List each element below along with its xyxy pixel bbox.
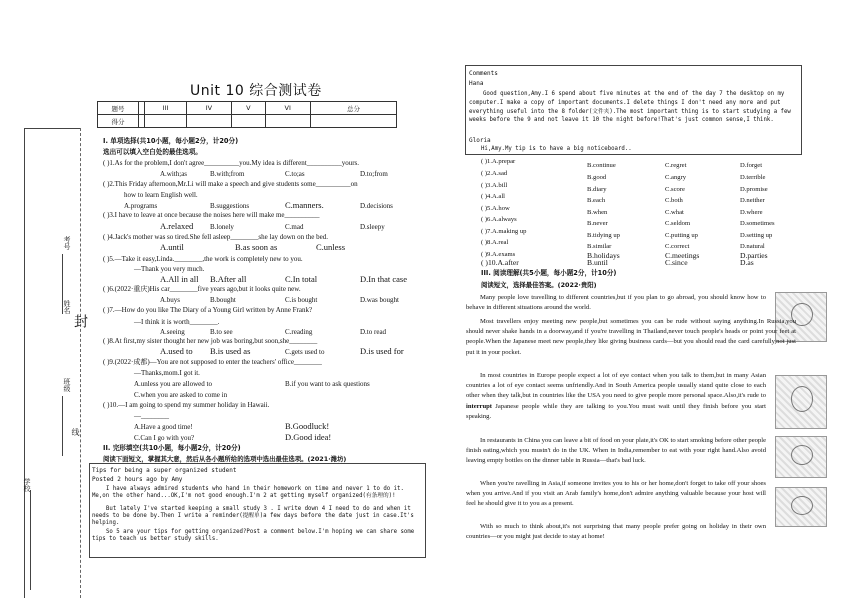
question-4-stem: ( )4.Jack's mother was so tired.She fell asleep________she lay down on the bed. [103, 233, 329, 241]
q6-option-c: C.is bought [285, 296, 318, 304]
score-cell: III [145, 102, 187, 115]
section2-sub: 阅读下面短文，掌握其大意，然后从各小题所给的选项中选出最佳选项。(2021·潍坊) [103, 455, 347, 463]
cloze-option-2-d: D.terrible [740, 174, 766, 181]
comment-gloria-text: Hi,Amy.My tip is to have a big noticeboard.. [481, 146, 632, 152]
cloze-option-4-a: ( )4.A.all [481, 193, 505, 200]
comment-hana-text: Good question,Amy.I 6 spend about five minutes at the end of the day 7 the desktop on my computer.I make a copy of important documents.I delete things I don't need any more and put everything useful into the 8 folder(文件夹).The most important thing is to start studying a few weeks before the 9 and not leave it 10 the night before!That's just common sense,I think. [469, 91, 791, 124]
q9-option-a: A.unless you are allowed to [134, 380, 212, 388]
q6-option-b: B.bought [210, 296, 236, 304]
page-title: Unit 10 综合测试卷 [190, 83, 322, 99]
q3-option-b: B.lonely [210, 223, 234, 231]
question-2-stem: ( )2.This Friday afternoon,Mr.Li will make a speech and give students some__________on [103, 180, 358, 188]
cloze-post-paragraph-2: But lately I've started keeping a small study 3 . I write down 4 I need to do and when it needs to be done by.Then I write a reminder(提醒单)a few days before the date just in case.It's helping. [92, 506, 414, 527]
question-5-stem: ( )5.—Take it easy,Linda.________,the work is completely new to you. [103, 255, 303, 263]
reading-paragraph-1: Many people love travelling to different countries,but if you plan to go abroad, you should know how to behave in different situations around the world. [466, 294, 766, 312]
q4-option-c: C.unless [316, 242, 346, 252]
cloze-option-7-d: D.setting up [740, 232, 773, 239]
q1-option-d: D.to;from [360, 170, 388, 178]
cloze-option-7-c: C.putting up [665, 232, 698, 239]
q2-option-c: C.manners. [285, 200, 324, 210]
q6-option-d: D.was bought [360, 296, 399, 304]
score-table-row-header [98, 102, 397, 115]
score-cell [186, 115, 231, 128]
cloze-option-2-c: C.angry [665, 174, 687, 181]
strip-label-class: 班级 [63, 378, 71, 392]
question-9-stem: ( )9.(2022·成都)—You are not supposed to enter the teachers' office________ [103, 358, 322, 366]
q1-option-a: A.with;as [160, 170, 188, 178]
comment-author-hana: Hana [469, 80, 484, 87]
question-10-stem: ( )10.—I am going to spend my summer holiday in Hawaii. [103, 401, 270, 409]
question-5-cont: —Thank you very much. [134, 265, 205, 273]
comments-title: Comments [469, 70, 498, 77]
reading-paragraph-2: Most travellers enjoy meeting new people,but sometimes you can be rude without saying anything.In Russia,you should never shake hands in a doorway,and if you're travelling in Thailand,never touch people's heads or point your feet at people.When the Japanese meet new people,they like giving business cards—but you should read the card carefully,not just put it in your pocket. [466, 318, 796, 356]
cloze-option-2-a: ( )2.A.sad [481, 170, 508, 177]
reading-keyword-interrupt: interrupt [466, 402, 493, 410]
q10-option-c: C.Can I go with you? [134, 434, 195, 442]
cloze-option-8-b: B.similar [587, 243, 612, 250]
q2-option-a: A.programs [124, 202, 158, 210]
cloze-option-2-b: B.good [587, 174, 607, 181]
cloze-option-10-c: C.since [665, 258, 688, 267]
strip-top-bracket [24, 128, 80, 130]
cloze-option-6-c: C.seldom [665, 220, 691, 227]
strip-inner-line [80, 128, 82, 598]
question-6-stem: ( )6.(2022·重庆)His car________five years ago,but it looks quite new. [103, 285, 301, 293]
cloze-option-10-d: D.as [740, 258, 754, 267]
cloze-post-paragraph-1: I have always admired students who hand in their homework on time and never 1 to do it. Me,on the other hand...OK,I'm not good enough.I'm 2 at getting myself organized(有条理的)! [92, 486, 404, 500]
cloze-option-9-a: ( )9.A.exams [481, 251, 516, 258]
cloze-option-8-d: D.natural [740, 243, 765, 250]
q8-option-a: A.used to [160, 346, 193, 356]
q4-option-b: B.as soon as [235, 242, 278, 252]
cloze-option-3-b: B.diary [587, 186, 607, 193]
cloze-option-6-a: ( )6.A.always [481, 216, 517, 223]
cloze-option-6-d: D.sometimes [740, 220, 775, 227]
score-cell [310, 115, 396, 128]
score-cell: V [232, 102, 266, 115]
cloze-option-1-b: B.continue [587, 162, 616, 169]
q10-option-a: A.Have a good time! [134, 423, 193, 431]
q2-option-b: B.suggestions [210, 202, 250, 210]
reading-paragraph-3-part-1: In most countries in Europe people expect a lot of eye contact when you talk to them,but in many Asian countries a lot of eye contact seems unfriendly.And in South America people usually stand quite close to each other when they talk,but in countries like the USA you need to give people more personal space.Also,it's rude to [466, 372, 766, 400]
cloze-option-10-b: B.until [587, 258, 608, 267]
score-cell [265, 115, 310, 128]
q1-option-c: C.to;as [285, 170, 305, 178]
cloze-option-3-c: C.score [665, 186, 685, 193]
q3-option-a: A.relaxed [160, 221, 194, 231]
q10-option-b: B.Goodluck! [285, 421, 330, 431]
cloze-option-3-a: ( )3.A.bill [481, 182, 508, 189]
reading-paragraph-6: With so much to think about,it's not surprising that many people prefer going on holiday in their own countries—or you might just decide to stay at home! [466, 523, 766, 541]
question-8-stem: ( )8.At first,my sister thought her new job was boring,but soon,she________ [103, 337, 318, 345]
question-7-cont: —I think it is worth________. [134, 318, 220, 326]
cloze-option-9-b: B.holidays [587, 251, 620, 260]
q8-option-d: D.is used for [360, 346, 404, 356]
strip-outer-line [24, 128, 26, 598]
cloze-option-7-b: B.tidying up [587, 232, 620, 239]
cloze-option-9-c: C.meetings [665, 251, 700, 260]
section1-heading: I. 单项选择(共10小题，每小题2分，计20分) [103, 137, 239, 145]
binding-strip [18, 128, 88, 598]
strip-label-examno: 考号 [63, 236, 71, 250]
score-cell: 总分 [310, 102, 396, 115]
school-line [30, 490, 32, 590]
cloze-option-4-b: B.each [587, 197, 606, 204]
q9-option-c: C.when you are asked to come in [134, 391, 228, 399]
q3-option-d: D.sleepy [360, 223, 385, 231]
illustration-conversation-image [775, 375, 827, 429]
score-cell: 得分 [98, 115, 139, 128]
score-cell [232, 115, 266, 128]
cloze-option-7-a: ( )7.A.making up [481, 228, 527, 235]
score-cell [145, 115, 187, 128]
question-3-stem: ( )3.I have to leave at once because the noises here will make me__________ [103, 211, 320, 219]
cloze-option-10-a: ( )10.A.after [481, 258, 519, 267]
cloze-post-meta: Posted 2 hours ago by Amy [92, 476, 183, 483]
cloze-option-1-a: ( )1.A.prepar [481, 158, 516, 165]
cloze-option-4-d: D.neither [740, 197, 765, 204]
cloze-option-1-c: C.regret [665, 162, 687, 169]
cloze-option-5-c: C.what [665, 209, 684, 216]
score-cell: VI [265, 102, 310, 115]
reading-paragraph-4: In restaurants in China you can leave a bit of food on your plate,it's OK to start smoking before other people finish eating,which you mustn't do in the UK. When in India,remember to eat with your right hand.Also avoid leaving empty bottles on the dinner table in Russia—that's bad luck. [466, 437, 766, 465]
cloze-option-3-d: D.promise [740, 186, 768, 193]
q7-option-b: B.to see [210, 328, 233, 336]
cloze-option-1-d: D.forget [740, 162, 763, 169]
q5-option-b: B.After all [210, 274, 247, 284]
score-cell: 题号 [98, 102, 139, 115]
cloze-option-9-d: D.parties [740, 251, 768, 260]
strip-label-seal: 封 [72, 314, 88, 328]
cloze-option-4-c: C.both [665, 197, 683, 204]
q4-option-a: A.until [160, 242, 184, 252]
q9-option-b: B.if you want to ask questions [285, 380, 370, 388]
cloze-post-title: Tips for being a super organized student [92, 467, 237, 474]
question-9-cont: —Thanks,mom.I got it. [134, 369, 200, 377]
question-7-stem: ( )7.—How do you like The Diary of a Young Girl written by Anne Frank? [103, 306, 313, 314]
score-table-row-score [98, 115, 397, 128]
cloze-option-5-d: D.where [740, 209, 763, 216]
comment-author-gloria: Gloria [469, 137, 491, 144]
q3-option-c: C.mad [285, 223, 304, 231]
q6-option-a: A.buys [160, 296, 181, 304]
cloze-option-5-a: ( )5.A.how [481, 205, 510, 212]
section3-heading: III. 阅读理解(共5小题，每小题2分，计10分) [481, 269, 617, 277]
section2-heading: II. 完形填空(共10小题，每小题2分，计20分) [103, 444, 241, 452]
reading-paragraph-3-part-2: Japanese people while they are talking to you.You must wait until they finish before you start speaking. [466, 402, 766, 420]
class-line [62, 396, 64, 456]
q5-option-a: A.All in all [160, 274, 199, 284]
q7-option-d: D.to read [360, 328, 387, 336]
score-cell: IV [186, 102, 231, 115]
cloze-option-8-c: C.correct [665, 243, 690, 250]
strip-label-school: 学校 [23, 478, 31, 492]
score-table [97, 101, 397, 128]
q5-option-c: C.In total [285, 274, 318, 284]
cloze-option-6-b: B.never [587, 220, 608, 227]
q10-option-d: D.Good idea! [285, 432, 332, 442]
section3-sub: 阅读短文，选择最佳答案。(2022·贵阳) [481, 281, 597, 289]
reading-paragraph-3 [466, 371, 766, 422]
q5-option-d: D.In that case [360, 274, 407, 284]
q8-option-c: C.gets used to [285, 348, 325, 356]
cloze-option-8-a: ( )8.A.real [481, 239, 509, 246]
q8-option-b: B.is used as [210, 346, 251, 356]
cloze-post-paragraph-3: So 5 are your tips for getting organized?Post a comment below.I'm hoping we can share some tips to teach us better study skills. [92, 529, 415, 543]
question-1-stem: ( )1.As for the problem,I don't agree__________you.My idea is different__________yours. [103, 159, 359, 167]
question-2-cont: how to learn English well. [124, 191, 198, 199]
reading-paragraph-5: When you're ravelling in Asia,if someone invites you to his or her home,don't forget to take off your shoes when you arrive.And if you visit an Arab family's home,don't admire anything valuable because your host will feel he should give it to you as a present. [466, 480, 766, 508]
q2-option-d: D.decisions [360, 202, 393, 210]
illustration-restaurant-image [775, 436, 827, 478]
illustration-home-visit-image [775, 487, 827, 527]
q7-option-c: C.reading [285, 328, 313, 336]
strip-label-name: 姓名 [63, 300, 71, 314]
cloze-option-5-b: B.when [587, 209, 608, 216]
question-10-cont: —________ [134, 412, 169, 420]
section1-sub: 选出可以填入空白处的最佳选项。 [103, 148, 202, 156]
q7-option-a: A.seeing [160, 328, 185, 336]
strip-label-line: 线 [71, 428, 80, 436]
q1-option-b: B.with;from [210, 170, 245, 178]
